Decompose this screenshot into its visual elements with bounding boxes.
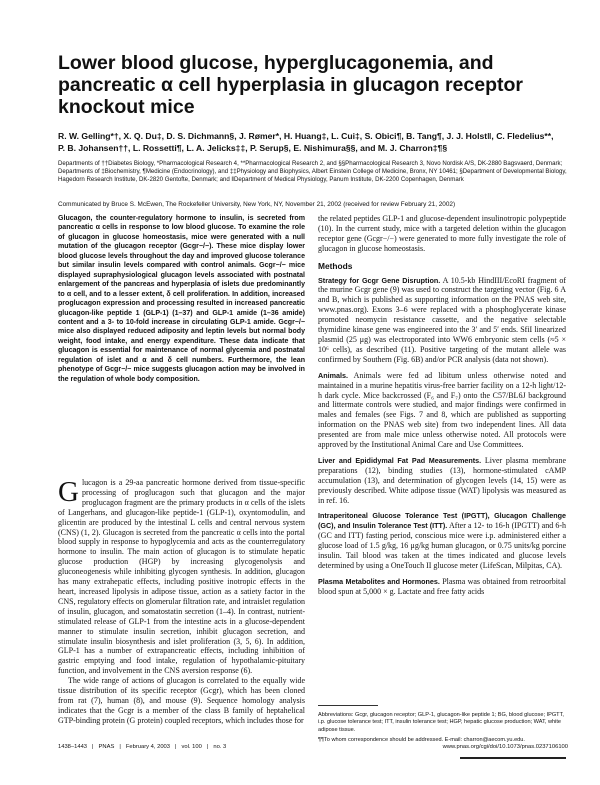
paper-title: Lower blood glucose, hyperglucagonemia, and pancreatic α cell hyperplasia in glucagon receptor knockout mice xyxy=(58,52,523,118)
methods-paragraph xyxy=(318,371,566,450)
right-column xyxy=(318,214,566,603)
footnotes xyxy=(318,712,566,748)
footer-volume: vol. 100 xyxy=(181,744,202,750)
footer-issue: no. 3 xyxy=(213,744,227,750)
author-list: R. W. Gelling*†, X. Q. Du‡, D. S. Dichmann§, J. Rømer*, H. Huang‡, L. Cui‡, S. Obici¶, B. Tang¶, J. J. Holst‖, C. Fledelius**, P. B. Johansen††, L. Rossetti¶, L. A. Jelicks‡‡, P. Serup§, E. Nishimura§§, and M. J. Charron‡¶§ xyxy=(58,131,554,153)
footnote-rule xyxy=(318,705,378,706)
methods-paragraph xyxy=(318,276,566,365)
methods-lead: Intraperitoneal Glucose Tolerance Test (IPGTT), Glucagon Challenge (GC), and Insulin Tolerance Test (ITT). xyxy=(318,511,566,531)
footer-doi-url: www.pnas.org/cgi/doi/10.1073/pnas.0237106100 xyxy=(442,744,568,750)
communicated-by: Communicated by Bruce S. McEwen, The Rockefeller University, New York, NY, November 21, 2002 (received for review February 21, 2002) xyxy=(58,201,456,208)
abstract: Glucagon, the counter-regulatory hormone to insulin, is secreted from pancreatic α cells in response to low blood glucose. To examine the role of glucagon in glucose homeostasis, mice were generated with a null mutation of the glucagon receptor (Gcgr−/−). These mice display lower blood glucose levels throughout the day and improved glucose tolerance but similar insulin levels compared with control animals. Gcgr−/− mice displayed supraphysiological glucagon levels associated with postnatal enlargement of the pancreas and hyperplasia of islets due predominantly to α cell, and to a lesser extent, δ cell proliferation. In addition, increased proglucagon expression and processing resulted in increased pancreatic glucagon-like peptide 1 (GLP-1) (1–37) and GLP-1 amide (1–36 amide) content and a 3- to 10-fold increase in circulating GLP-1 amide. Gcgr−/− mice also displayed reduced adiposity and leptin levels but normal body weight, food intake, and energy expenditure. These data indicate that glucagon is essential for maintenance of normal glycemia and postnatal regulation of islet and α and δ cell numbers. Furthermore, the lean phenotype of Gcgr−/− mice suggests glucagon action may be involved in the regulation of whole body composition. xyxy=(58,215,305,383)
footnote-correspondence: ¶¶To whom correspondence should be addressed. E-mail: charron@aecom.yu.edu. xyxy=(318,737,525,744)
methods-heading: Methods xyxy=(318,260,353,271)
footer-citation: 1438–1443 | PNAS | February 4, 2003 | vol. 100 | no. 3 xyxy=(58,744,227,750)
methods-paragraph xyxy=(318,456,566,506)
drop-cap: G xyxy=(58,476,79,508)
methods-lead: Liver and Epididymal Fat Pad Measurements. xyxy=(318,455,482,465)
intro-continuation: the related peptides GLP-1 and glucose-dependent insulinotropic polypeptide (10). In the current study, mice with a targeted deletion within the glucagon receptor gene (Gcgr−/−) were generated to more fully investigate the role of glucagon in glucose homeostasis. xyxy=(318,214,566,253)
intro-paragraph-1: lucagon is a 29-aa pancreatic hormone derived from tissue-specific processing of proglucagon such that glucagon and the major proglucagon fragment are the primary products in α cells of the islets of Langerhans, and glucagon-like peptide-1 (GLP-1), oxyntomodulin, and glicentin are produced by the intestinal L cells and central nervous system (CNS) (1, 2). Glucagon is secreted from the pancreatic α cells into the portal blood supply in response to hypoglycemia and acts as the counterregulatory hormone to insulin. The main action of glucagon is to stimulate hepatic glucose production (HGP) by increasing glycogenolysis and gluconeogenesis while inhibiting glycogen synthesis. In addition, glucagon has many extrahepatic effects, including positive inotropic effects in the heart, increased lipolysis in adipose tissue, action as a satiety factor in the CNS, regulatory effects on glomerular filtration rate, and intraislet regulation of insulin, glucagon, and somatostatin secretion (1–4). In contrast, nutrient-stimulated release of GLP-1 from the intestine acts in a glucose-dependent manner to stimulate insulin secretion, inhibit glucagon secretion, and stimulate insulin biosynthesis and islet proliferation (3, 5, 6). In addition, GLP-1 has a number of extrapancreatic effects, including inhibition of gastric emptying and food intake, regulation of hypothalamic-pituitary function, and involvement in the CNS aversion response (6). xyxy=(58,478,305,676)
footer-date: February 4, 2003 xyxy=(125,744,170,750)
footer-journal: PNAS xyxy=(98,744,115,750)
footer-pages: 1438–1443 xyxy=(58,744,88,750)
affiliations: Departments of ††Diabetes Biology, *Pharmacological Research 4, **Pharmacological Research 2, and §§Pharmacological Research 3, Novo Nordisk A/S, DK-2880 Bagsvaerd, Denmark; Departments of ‡Biochemistry, ¶Medicine (Endocrinology), and ‡‡Physiology and Biophysics, Albert Einstein College of Medicine, Bronx, NY 10461; §Department of Developmental Biology, Hagedorn Research Institute, DK-2820 Gentofte, Denmark; and ‖Department of Medical Physiology, Panum Institute, DK-2200 Copenhagen, Denmark xyxy=(58,160,567,184)
methods-paragraph xyxy=(318,511,566,570)
methods-text: Plasma was obtained from retroorbital blood spun at 5,000 × g. Lactate and free fatty acids xyxy=(318,576,566,596)
methods-paragraph xyxy=(318,577,566,597)
methods-text: Liver plasma membrane preparations (12), binding studies (13), hormone-stimulated cAMP accumulation (13), and determination of glycogen levels (14, 15) were as previously described. White adipose tissue (WAT) lipolysis was measured as in ref. 16. xyxy=(318,455,567,505)
footer-bar xyxy=(460,757,566,759)
footnote-abbreviations: Abbreviations: Gcgr, glucagon receptor; GLP-1, glucagon-like peptide 1; BG, blood glucose; IPGTT, i.p. glucose tolerance test; ITT, insulin tolerance test; HGP, hepatic glucose production; WAT, white adipose tissue. xyxy=(318,712,564,733)
methods-lead: Plasma Metabolites and Hormones. xyxy=(318,576,440,586)
methods-text: Animals were fed ad libitum unless otherwise noted and maintained in a murine hepatitis virus-free barrier facility on a 12-h light/12-h dark cycle. Mice backcrossed (F₆ and F₇) onto the C57/BL6J background and littermate controls were studied, and major findings were confirmed in males and females (see Figs. 7 and 8, which are published as supporting information on the PNAS web site) from two independent lines. All data presented are from male mice unless otherwise noted. All protocols were approved by the Institutional Animal Care and Use Committees. xyxy=(318,370,566,450)
methods-lead: Strategy for Gcgr Gene Disruption. xyxy=(318,275,441,285)
introduction xyxy=(58,478,305,726)
page-footer xyxy=(58,744,568,754)
methods-text: After a 12- to 16-h (IPGTT) and 6-h (GC and ITT) fasting period, conscious mice were i.p. administered either a glucose load of 1.5 g/kg, 16 μg/kg human glucagon, or 0.75 units/kg porcine insulin. Tail blood was taken at the times indicated and glucose levels determined by using a OneTouch II glucose meter (LifeScan, Milpitas, CA). xyxy=(318,521,567,570)
methods-text: A 10.5-kb HindIII/EcoRI fragment of the murine Gcgr gene (9) was used to construct the targeting vector (Fig. 6 A and B, which is published as supporting information on the PNAS web site, www.pnas.org). Exons 3–6 were replaced with a phosphoglycerate kinase promoted neomycin resistance cassette, and the negative selectable thymidine kinase gene was engineered into the 3′ and 5′ ends. SfiI linearized plasmid (25 μg) was electroporated into WW6 embryonic stem cells (≈5 × 10⁶ cells), as described (11). Positive targeting of the mutant allele was confirmed by Southern (Fig. 6B) and/or PCR analysis (data not shown). xyxy=(318,275,567,364)
methods-lead: Animals. xyxy=(318,370,348,380)
intro-paragraph-2: The wide range of actions of glucagon is correlated to the equally wide tissue distribution of its specific receptor (Gcgr), which has been cloned from rat (7), human (8), and mouse (9). Sequence homology analysis indicates that the Gcgr is a member of the class B family of heptahelical GTP-binding protein (G protein) coupled receptors, which includes those for xyxy=(58,676,305,725)
